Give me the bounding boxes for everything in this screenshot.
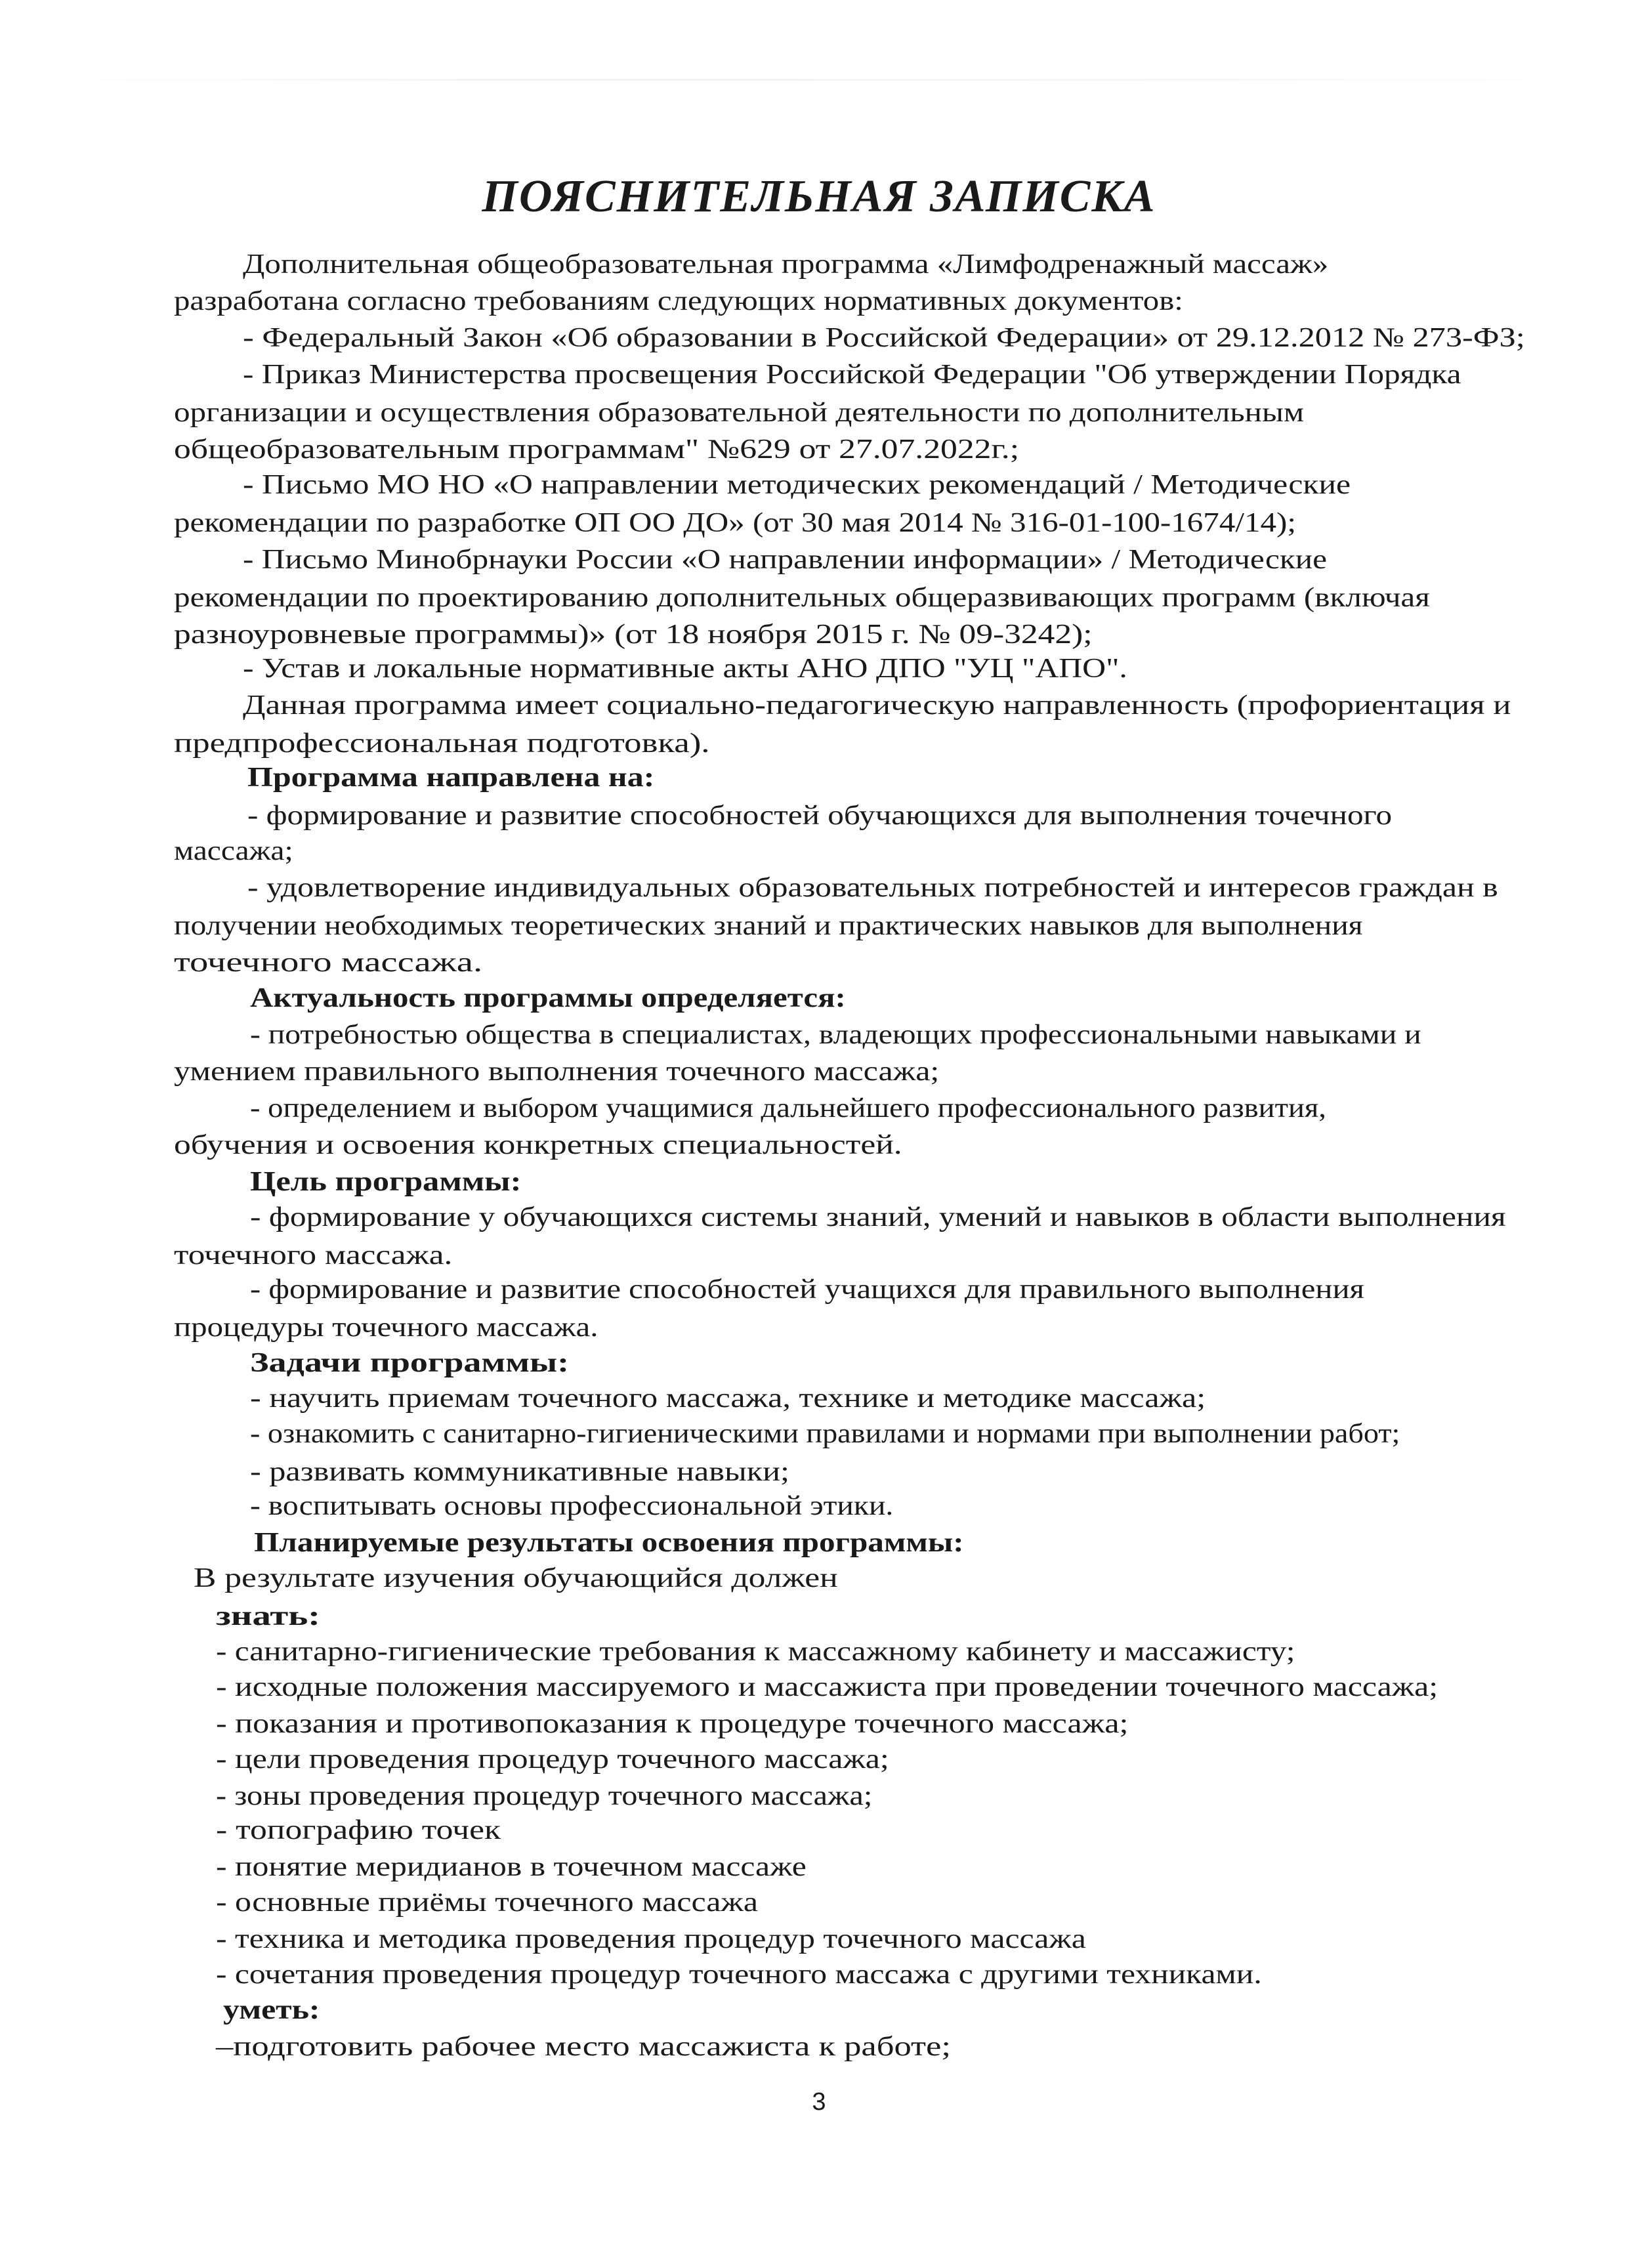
text-line: - потребностью общества в специалистах, владеющих профессиональными навыками и	[250, 1020, 1421, 1050]
page-number: 3	[812, 2088, 826, 2116]
text-line: - Устав и локальные нормативные акты АНО ДПО "УЦ "АПО".	[243, 654, 1127, 684]
text-line: - Письмо МО НО «О направлении методических рекомендаций / Методические	[243, 470, 1351, 500]
section-heading: Актуальность программы определяется:	[250, 983, 846, 1013]
text-line: - ознакомить с санитарно-гигиеническими правилами и нормами при выполнении работ;	[250, 1419, 1400, 1449]
text-line: - сочетания проведения процедур точечного массажа с другими техниками.	[216, 1960, 1262, 1990]
text-line: - формирование у обучающихся системы знаний, умений и навыков в области выполнения	[250, 1202, 1506, 1232]
text-line: предпрофессиональная подготовка).	[174, 728, 710, 759]
section-heading: знать:	[216, 1601, 321, 1631]
text-line: - развивать коммуникативные навыки;	[250, 1457, 789, 1487]
text-line: - удовлетворение индивидуальных образовательных потребностей и интересов граждан в	[247, 873, 1498, 903]
text-line: процедуры точечного массажа.	[174, 1312, 598, 1343]
text-line: - показания и противопоказания к процедуре точечного массажа;	[216, 1709, 1129, 1739]
text-line: - научить приемам точечного массажа, технике и методике массажа;	[250, 1383, 1206, 1414]
text-line: разноуровневые программы)» (от 18 ноября 2015 г. № 09-3242);	[174, 620, 1093, 650]
text-line: - топографию точек	[216, 1815, 501, 1845]
text-line: общеобразовательным программам" №629 от 27.07.2022г.;	[174, 434, 1020, 465]
text-line: - санитарно-гигиенические требования к массажному кабинету и массажисту;	[216, 1637, 1295, 1667]
text-line: рекомендации по проектированию дополнительных общеразвивающих программ (включая	[174, 583, 1430, 613]
text-line: организации и осуществления образовательной деятельности по дополнительным	[174, 398, 1305, 428]
section-heading: уметь:	[223, 1995, 320, 2025]
text-line: - цели проведения процедур точечного массажа;	[216, 1744, 889, 1774]
text-line: массажа;	[174, 836, 293, 866]
page-title: ПОЯСНИТЕЛЬНАЯ ЗАПИСКА	[482, 171, 1156, 222]
scan-edge-shadow	[39, 79, 1601, 81]
text-line: точечного массажа.	[174, 948, 483, 978]
text-line: - Письмо Минобрнауки России «О направлении информации» / Методические	[243, 545, 1328, 575]
text-line: рекомендации по разработке ОП ОО ДО» (от 30 мая 2014 № 316-01-100-1674/14);	[174, 508, 1296, 538]
section-heading: Программа направлена на:	[247, 763, 655, 793]
text-line: - основные приёмы точечного массажа	[216, 1887, 758, 1918]
text-line: –подготовить рабочее место массажиста к работе;	[216, 2032, 951, 2062]
text-line: умением правильного выполнения точечного массажа;	[174, 1057, 940, 1087]
section-heading: Задачи программы:	[250, 1348, 570, 1378]
text-line: - исходные положения массируемого и массажиста при проведении точечного массажа;	[216, 1672, 1438, 1702]
text-line: разработана согласно требованиям следующих нормативных документов:	[174, 286, 1183, 316]
text-line: Данная программа имеет социально-педагогическую направленность (профориентация и	[243, 690, 1511, 721]
section-heading: Планируемые результаты освоения программы:	[254, 1528, 964, 1558]
text-line: - техника и методика проведения процедур точечного массажа	[216, 1924, 1086, 1954]
text-line: - зоны проведения процедур точечного массажа;	[216, 1781, 873, 1811]
text-line: - воспитывать основы профессиональной этики.	[250, 1491, 894, 1521]
text-line: Дополнительная общеобразовательная программа «Лимфодренажный массаж»	[243, 249, 1329, 280]
text-line: - Федеральный Закон «Об образовании в Российской Федерации» от 29.12.2012 № 273-ФЗ;	[243, 323, 1525, 353]
text-line: - формирование и развитие способностей обучающихся для выполнения точечного	[247, 801, 1393, 831]
text-line: В результате изучения обучающийся должен	[194, 1563, 838, 1593]
text-line: - формирование и развитие способностей учащихся для правильного выполнения	[250, 1274, 1364, 1305]
text-line: - Приказ Министерства просвещения Российской Федерации "Об утверждении Порядка	[243, 360, 1461, 390]
text-line: - понятие меридианов в точечном массаже	[216, 1852, 807, 1882]
text-line: обучения и освоения конкретных специальностей.	[174, 1130, 902, 1160]
text-line: - определением и выбором учащимися дальнейшего профессионального развития,	[250, 1093, 1326, 1124]
text-line: точечного массажа.	[174, 1240, 453, 1270]
text-line: получении необходимых теоретических знаний и практических навыков для выполнения	[174, 911, 1363, 941]
section-heading: Цель программы:	[250, 1167, 522, 1197]
